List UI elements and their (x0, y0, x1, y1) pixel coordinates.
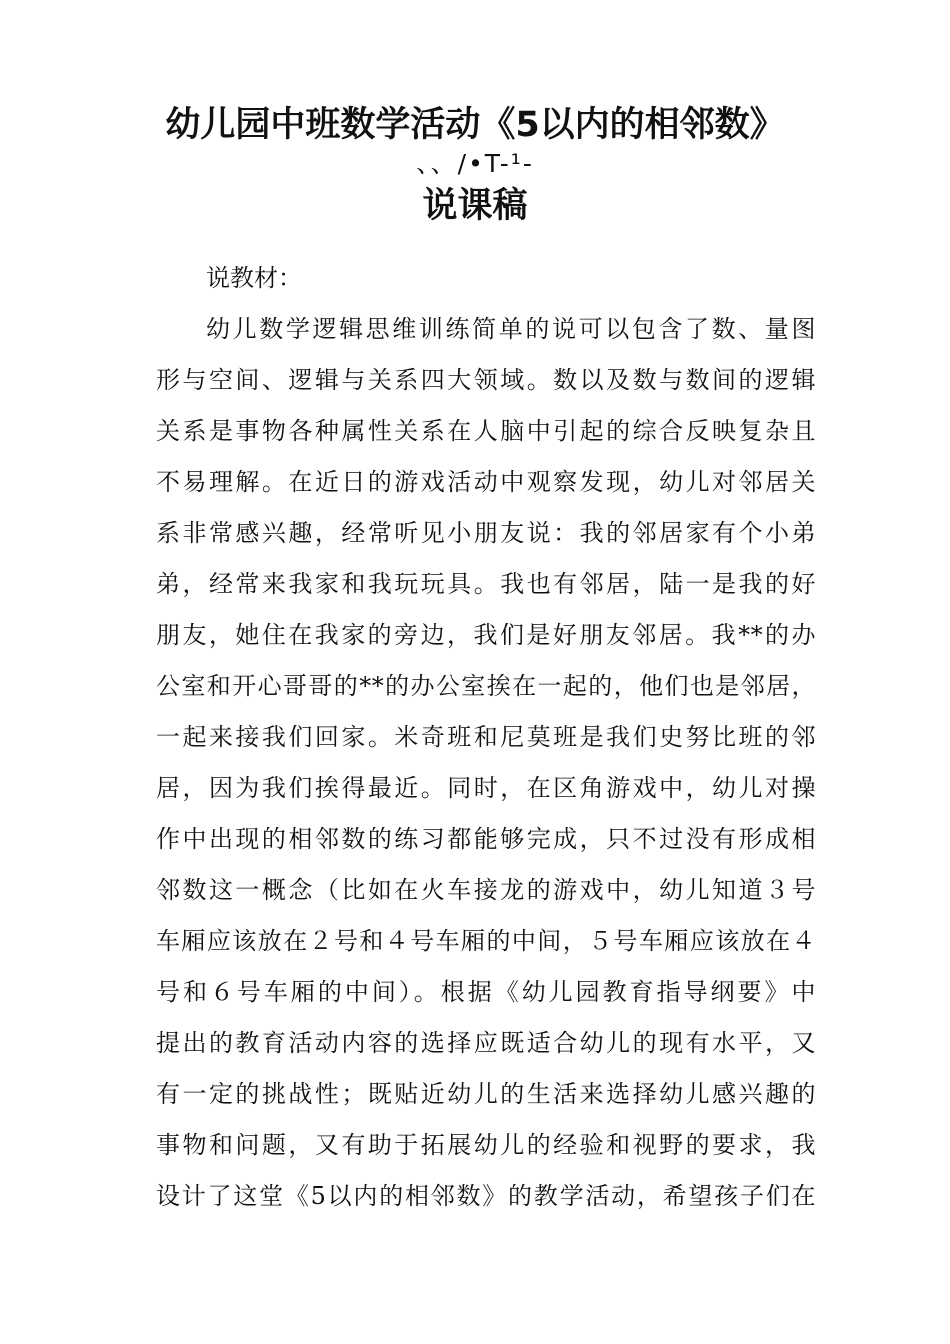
paragraph-line: 事物和问题，又有助于拓展幼儿的经验和视野的要求，我 (156, 1131, 816, 1159)
paragraph-line: 邻数这一概念（比如在火车接龙的游戏中，幼儿知道３号 (156, 876, 816, 904)
paragraph-line: 提出的教育活动内容的选择应既适合幼儿的现有水平，又 (156, 1029, 816, 1057)
paragraph-line: 公室和开心哥哥的**的办公室挨在一起的，他们也是邻居， (156, 672, 816, 700)
title-artifact-text: 、、/•T-¹- (416, 149, 534, 178)
paragraph-line: 朋友，她住在我家的旁边，我们是好朋友邻居。我**的办 (156, 621, 816, 649)
paragraph-line: 一起来接我们回家。米奇班和尼莫班是我们史努比班的邻 (156, 723, 816, 751)
paragraph-line: 居，因为我们挨得最近。同时，在区角游戏中，幼儿对操 (156, 774, 816, 802)
paragraph-line: 关系是事物各种属性关系在人脑中引起的综合反映复杂且 (156, 417, 816, 445)
paragraph-line: 形与空间、逻辑与关系四大领域。数以及数与数间的逻辑 (156, 366, 816, 394)
paragraph-line: 幼儿数学逻辑思维训练简单的说可以包含了数、量图 (206, 315, 816, 343)
paragraph-line: 有一定的挑战性；既贴近幼儿的生活来选择幼儿感兴趣的 (156, 1080, 816, 1108)
document-title: 幼儿园中班数学活动《5以内的相邻数》 (165, 105, 785, 145)
paragraph-line: 车厢应该放在２号和４号车厢的中间，５号车厢应该放在４ (156, 927, 816, 955)
paragraph-line: 不易理解。在近日的游戏活动中观察发现，幼儿对邻居关 (156, 468, 816, 496)
paragraph-line: 弟，经常来我家和我玩玩具。我也有邻居，陆一是我的好 (156, 570, 816, 598)
document-subtitle: 说课稿 (422, 186, 528, 226)
paragraph-line: 作中出现的相邻数的练习都能够完成，只不过没有形成相 (156, 825, 816, 853)
paragraph-line: 系非常感兴趣，经常听见小朋友说：我的邻居家有个小弟 (156, 519, 816, 547)
section-heading-materials: 说教材： (206, 264, 302, 292)
paragraph-line: 设计了这堂《5以内的相邻数》的教学活动，希望孩子们在 (156, 1182, 816, 1210)
paragraph-line: 号和６号车厢的中间）。根据《幼儿园教育指导纲要》中 (156, 978, 816, 1006)
